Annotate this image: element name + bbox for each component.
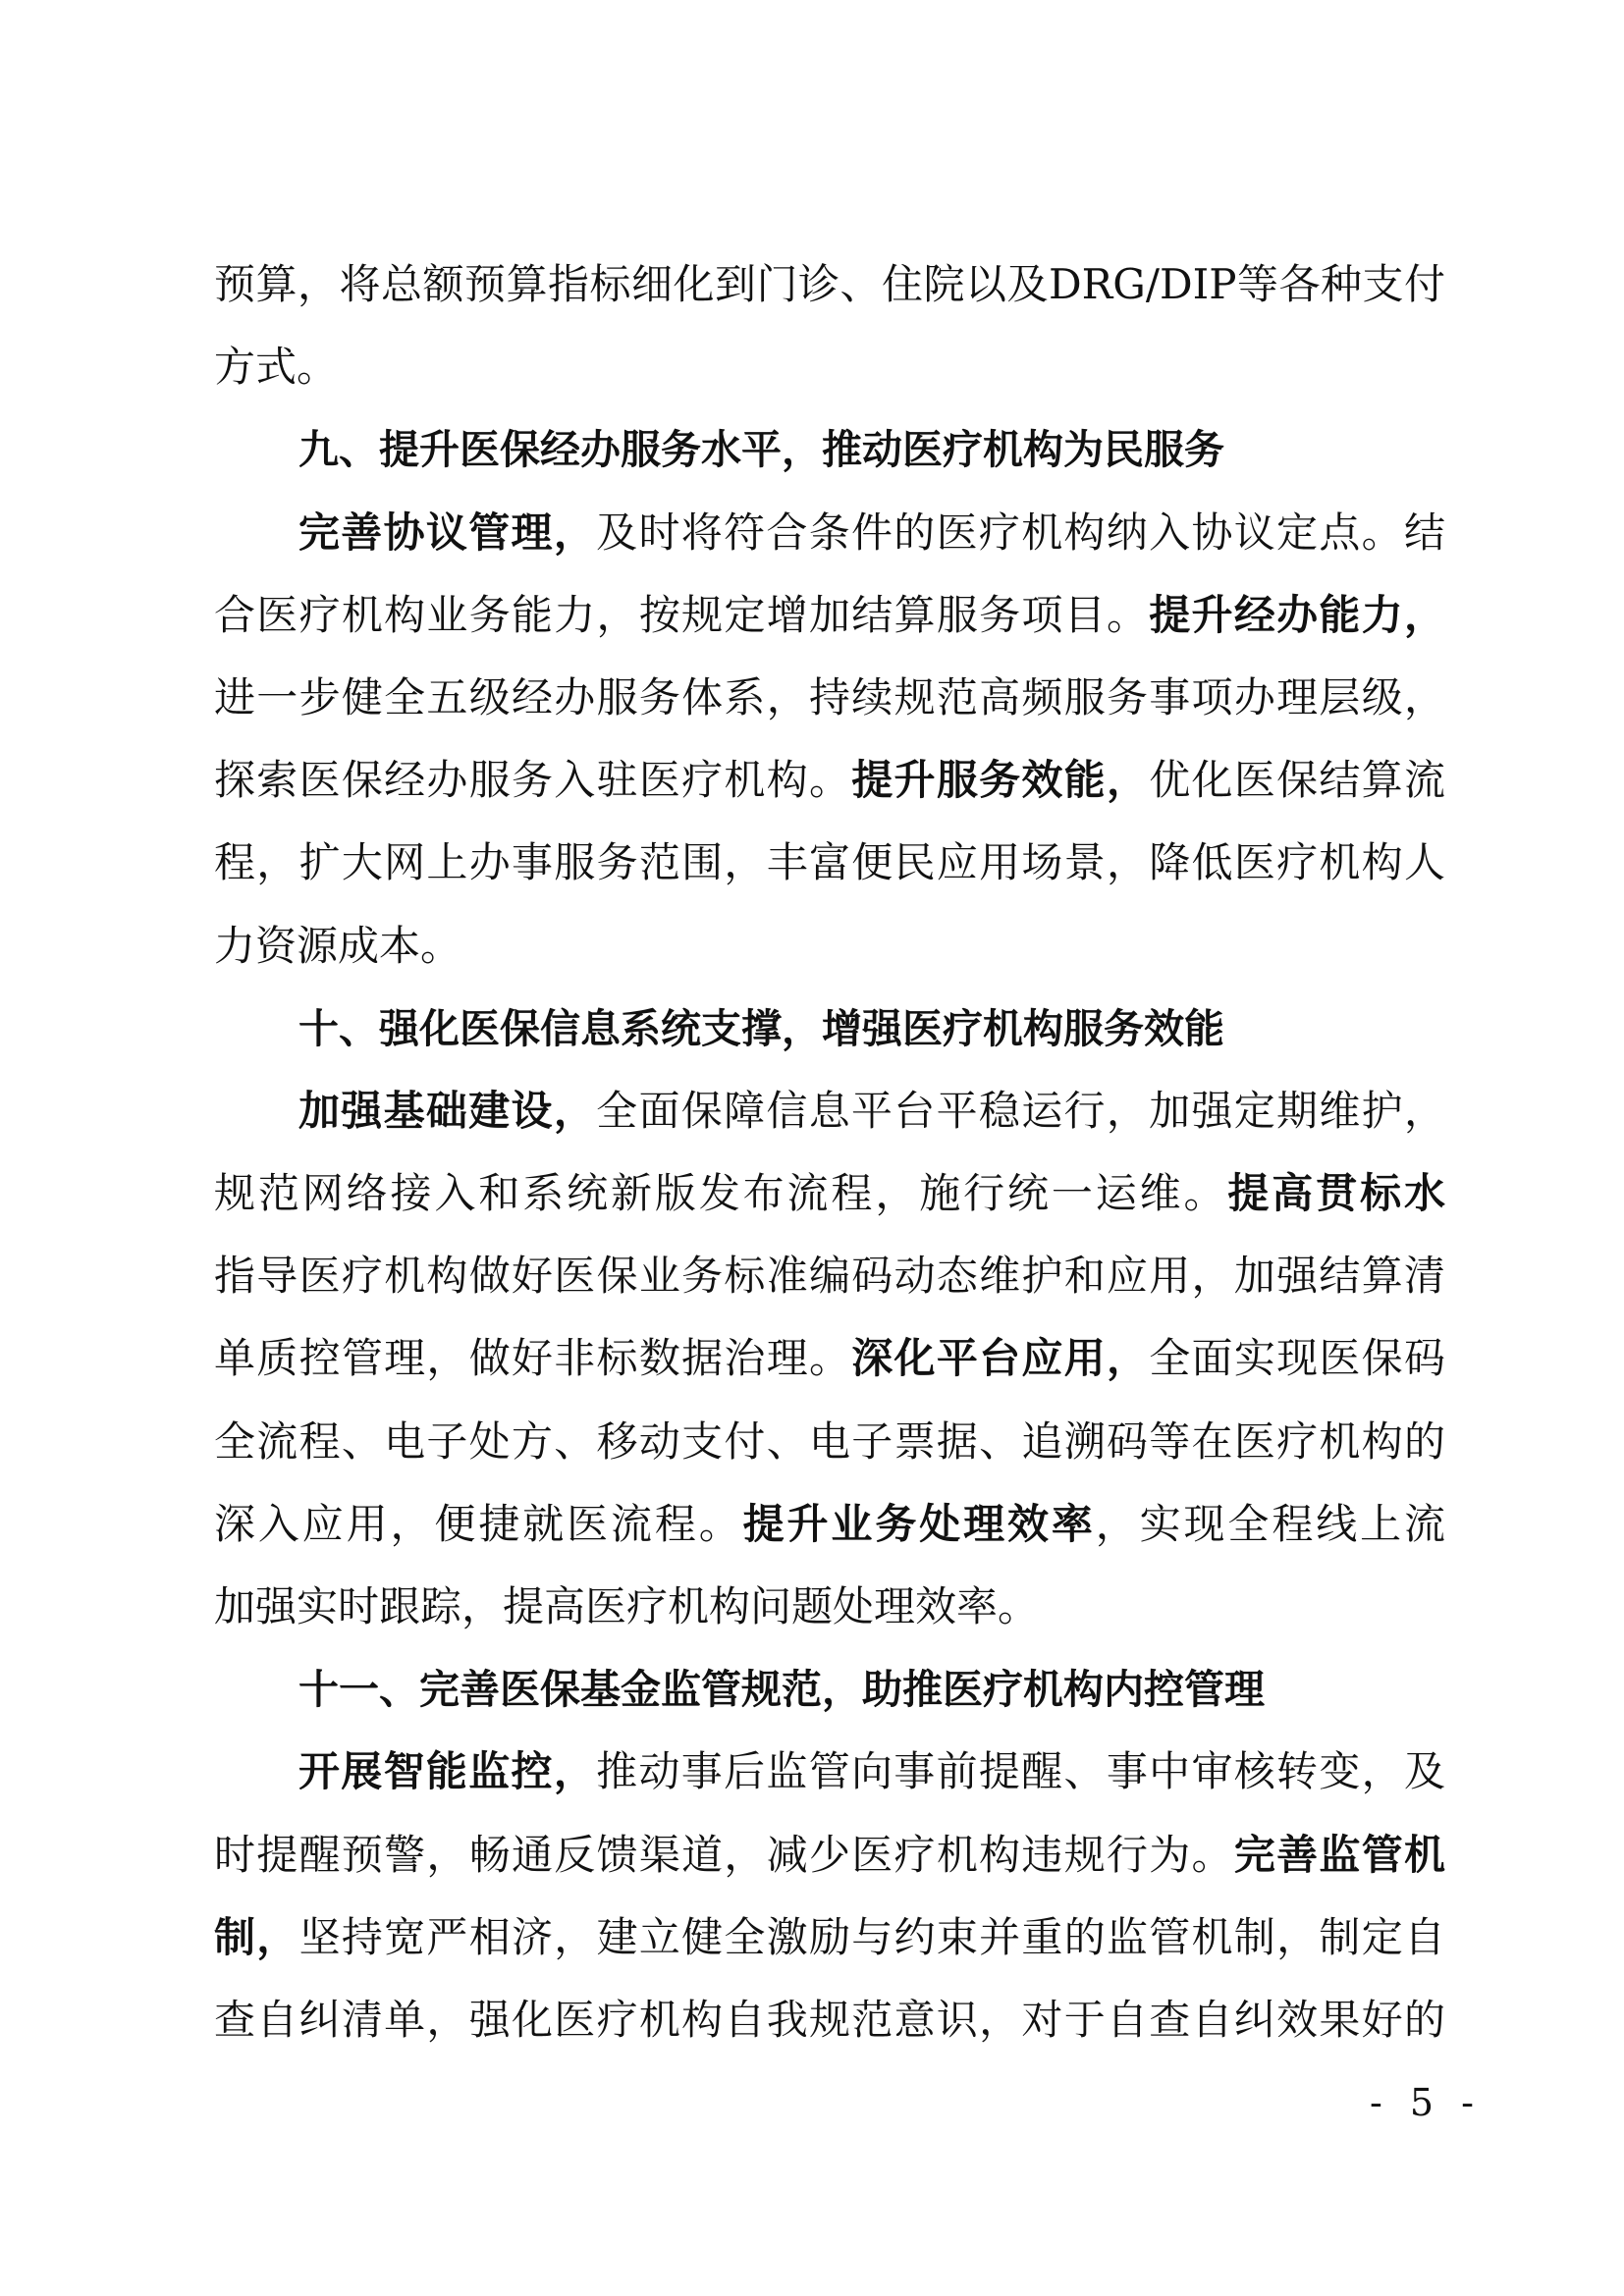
paragraph-line <box>214 1317 1445 1400</box>
text-run: 深入应用，便捷就医流程。 <box>214 1499 743 1548</box>
bold-phrase: 完善监管机 <box>1233 1830 1445 1879</box>
text-run: 时提醒预警，畅通反馈渠道，减少医疗机构违规行为。 <box>214 1830 1234 1879</box>
bold-phrase: 开展智能监控， <box>298 1747 597 1796</box>
paragraph-line <box>214 905 1445 988</box>
paragraph-line <box>214 1979 1445 2061</box>
bold-phrase: 九、提升医保经办服务水平，推动医疗机构为民服务 <box>298 426 1224 474</box>
text-run: 程，扩大网上办事服务范围，丰富便民应用场景，降低医疗机构人 <box>214 838 1445 887</box>
paragraph-line <box>214 492 1445 574</box>
text-run: 推动事后监管向事前提醒、事中审核转变，及 <box>596 1747 1445 1796</box>
text-run: 探索医保经办服务入驻医疗机构。 <box>214 756 852 805</box>
text-run: 全流程、电子处方、移动支付、电子票据、追溯码等在医疗机构的 <box>214 1416 1445 1466</box>
bold-phrase: 提升服务效能， <box>851 756 1150 805</box>
bold-phrase: 加强基础建设， <box>298 1086 597 1135</box>
section-heading <box>214 988 1445 1070</box>
bold-phrase: 提升业务处理效率 <box>742 1499 1096 1548</box>
bold-phrase: 十、强化医保信息系统支撑，增强医疗机构服务效能 <box>298 1004 1224 1052</box>
paragraph-line <box>214 1896 1445 1979</box>
text-run: 方式。 <box>214 343 339 392</box>
document-body <box>214 243 1445 2061</box>
paragraph-line <box>214 1070 1445 1152</box>
paragraph-line <box>214 326 1445 408</box>
text-run: 力资源成本。 <box>214 921 462 970</box>
text-run: 进一步健全五级经办服务体系，持续规范高频服务事项办理层级， <box>214 672 1445 721</box>
paragraph-line <box>214 574 1445 657</box>
bold-phrase: 提升经办能力， <box>1149 590 1445 639</box>
text-run: 加强实时跟踪，提高医疗机构问题处理效率。 <box>214 1582 1040 1630</box>
paragraph-line <box>214 657 1445 739</box>
section-heading <box>214 1648 1445 1731</box>
text-run: 查自纠清单，强化医疗机构自我规范意识，对于自查自纠效果好的 <box>214 1995 1445 2044</box>
bold-phrase: 提高贯标水 <box>1227 1169 1445 1218</box>
paragraph-line <box>214 1235 1445 1317</box>
text-run: 指导医疗机构做好医保业务标准编码动态维护和应用，加强结算清 <box>214 1252 1445 1301</box>
paragraph-line <box>214 822 1445 904</box>
text-run: 优化医保结算流 <box>1149 756 1445 805</box>
text-run: 合医疗机构业务能力，按规定增加结算服务项目。 <box>214 590 1150 639</box>
bold-phrase: 深化平台应用， <box>851 1334 1150 1383</box>
text-run: 全面实现医保码 <box>1149 1334 1445 1383</box>
section-heading <box>214 408 1445 491</box>
bold-phrase: 完善协议管理， <box>298 507 597 557</box>
text-run: ，实现全程线上流 <box>1095 1499 1445 1548</box>
bold-phrase: 制， <box>214 1912 299 1961</box>
paragraph-line <box>214 1731 1445 1813</box>
paragraph-line <box>214 1401 1445 1483</box>
paragraph-line <box>214 1483 1445 1566</box>
text-run: 全面保障信息平台平稳运行，加强定期维护， <box>596 1086 1445 1135</box>
paragraph-line <box>214 739 1445 822</box>
text-run: 规范网络接入和系统新版发布流程，施行统一运维。 <box>214 1169 1228 1218</box>
paragraph-line <box>214 1566 1445 1648</box>
bold-phrase: 十一、完善医保基金监管规范，助推医疗机构内控管理 <box>298 1666 1265 1714</box>
paragraph-line <box>214 1152 1445 1235</box>
text-run: 单质控管理，做好非标数据治理。 <box>214 1334 852 1383</box>
page-number: - 5 - <box>1370 2081 1483 2124</box>
text-run: 及时将符合条件的医疗机构纳入协议定点。结 <box>596 507 1445 557</box>
paragraph-line <box>214 243 1445 326</box>
paragraph-line <box>214 1814 1445 1896</box>
text-run: 坚持宽严相济，建立健全激励与约束并重的监管机制，制定自 <box>298 1912 1445 1961</box>
text-run: 预算，将总额预算指标细化到门诊、住院以及DRG/DIP等各种支付 <box>214 260 1445 308</box>
